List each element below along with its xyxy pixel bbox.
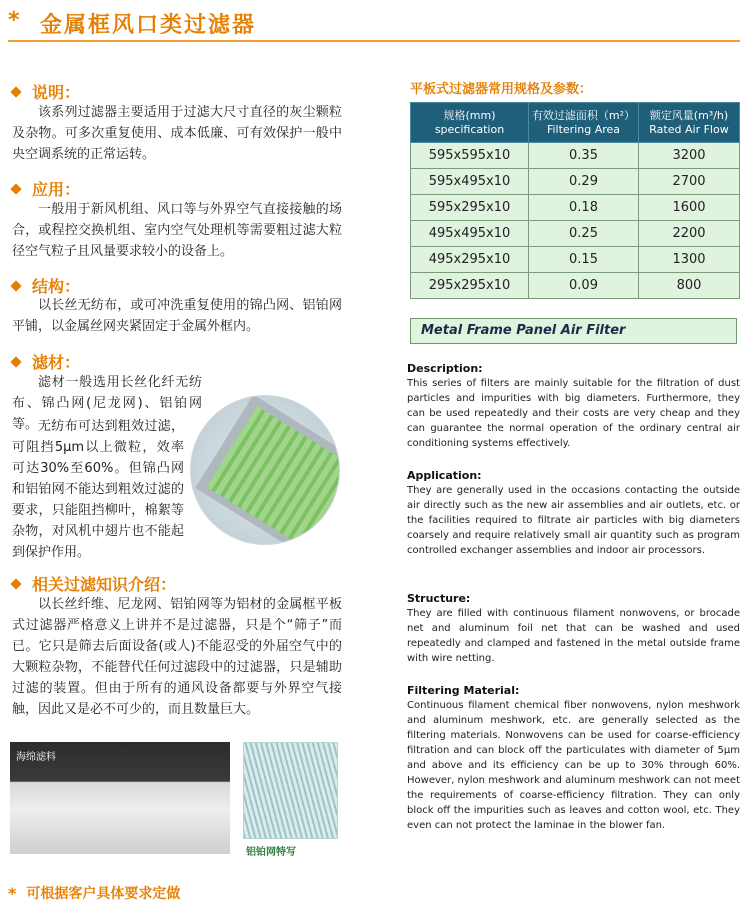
table-cell: 1600 bbox=[639, 195, 740, 221]
section-title: 相关过滤知识介绍： bbox=[32, 575, 177, 594]
section-structure-heading bbox=[12, 274, 80, 297]
table-cell: 595x495x10 bbox=[411, 169, 529, 195]
diamond-bullet-icon bbox=[10, 86, 21, 97]
footer-note bbox=[8, 883, 180, 903]
diamond-bullet-icon bbox=[10, 183, 21, 194]
section-intro-heading bbox=[12, 80, 80, 103]
header-divider bbox=[8, 40, 740, 42]
en-material-title: Filtering Material: bbox=[407, 684, 520, 697]
table-cell: 800 bbox=[639, 273, 740, 299]
footer-star-icon: * bbox=[8, 883, 17, 903]
table-cell: 495x295x10 bbox=[411, 247, 529, 273]
page-title: 金属框风口类过滤器 bbox=[40, 13, 257, 38]
en-material-text: Continuous filament chemical fiber nonwovens, nylon meshwork and aluminum meshwork, etc. are generally selected as the filtering materials. Nonwovens can be used for coarse-efficiency filtration and can block off the particulates with diameter of 5μm and above and its efficiency can be up to 30% through 60%. However, nylon meshwork and aluminum meshwork can not meet the requirements of coarse-efficiency filtration. They can only block off the impurities such as leaves and cotton wool, etc. They even can not protect the laminae in the blower fan. bbox=[407, 700, 740, 831]
table-cell: 295x295x10 bbox=[411, 273, 529, 299]
table-cell: 0.25 bbox=[529, 221, 639, 247]
metal-frame-filter-image bbox=[190, 395, 340, 545]
en-description-text: This series of filters are mainly suitable for the filtration of dust particles and impurities with big diameters. Furthermore, they can be used repeatedly and their costs are very cheap and they can guarantee the normal operation of the ordinary central air conditioning systems effectively. bbox=[407, 378, 740, 449]
page-header bbox=[0, 0, 751, 44]
column-header bbox=[411, 103, 529, 143]
diamond-bullet-icon bbox=[10, 280, 21, 291]
table-cell: 595x595x10 bbox=[411, 143, 529, 169]
en-application-title: Application: bbox=[407, 469, 482, 482]
foam-image-label: 海绵滤料 bbox=[16, 752, 56, 763]
section-application-text: 一般用于新风机组、风口等与外界空气直接接触的场合，或程控交换机组、室内空气处理机等需要粗过滤大粒径空气粒子且风量要求较小的设备上。 bbox=[12, 202, 342, 259]
en-structure-title: Structure: bbox=[407, 592, 471, 605]
table-row bbox=[411, 169, 740, 195]
section-title: 滤材： bbox=[32, 353, 81, 372]
section-knowledge-heading bbox=[12, 572, 176, 595]
table-row bbox=[411, 143, 740, 169]
spec-table bbox=[410, 102, 740, 299]
table-cell: 495x495x10 bbox=[411, 221, 529, 247]
table-row bbox=[411, 247, 740, 273]
column-header-zh: 额定风量(m³/h) bbox=[649, 108, 729, 122]
table-cell: 595x295x10 bbox=[411, 195, 529, 221]
diamond-bullet-icon bbox=[10, 356, 21, 367]
table-cell: 0.09 bbox=[529, 273, 639, 299]
table-row bbox=[411, 195, 740, 221]
en-structure-text: They are filled with continuous filament nonwovens, or brocade net and aluminum foil net that can be washed and used repeatedly and clamped and fastened in the metal outside frame with wire netting. bbox=[407, 608, 740, 664]
en-application-text: They are generally used in the occasions contacting the outside air directly such as the new air assemblies and air outlets, etc. or the facilities required to filtrate air particles with big diameters coarsely and require relatively small air quantity such as program controlled exchanger assemblies and indoor air processors. bbox=[407, 485, 740, 556]
table-header-row bbox=[411, 103, 740, 143]
section-application-heading bbox=[12, 177, 80, 200]
section-intro-text: 该系列过滤器主要适用于过滤大尺寸直径的灰尘颗粒及杂物。可多次重复使用、成本低廉、可有效保护一般中央空调系统的正常运转。 bbox=[12, 105, 342, 162]
footer-text: 可根据客户具体要求定做 bbox=[26, 886, 181, 902]
section-material-heading bbox=[12, 350, 80, 373]
table-cell: 3200 bbox=[639, 143, 740, 169]
aluminum-mesh-image bbox=[243, 742, 338, 839]
column-header-en: Filtering Area bbox=[546, 122, 621, 136]
table-cell: 0.18 bbox=[529, 195, 639, 221]
section-title: 说明： bbox=[32, 83, 81, 102]
section-structure-text: 以长丝无纺布，或可冲洗重复使用的锦凸网、铝铂网平铺，以金属丝网夹紧固定于金属外框内。 bbox=[12, 298, 342, 334]
table-row bbox=[411, 273, 740, 299]
aluminum-mesh-label: 铝铂网特写 bbox=[246, 847, 296, 858]
section-title: 结构： bbox=[32, 277, 81, 296]
header-star-icon: * bbox=[8, 8, 20, 33]
table-cell: 0.35 bbox=[529, 143, 639, 169]
section-material-text-2: 无纺布可达到粗效过滤，可阻挡5μm以上微粒，效率可达30%至60%。但锦凸网和铝铂网不能达到粗效过滤的要求，只能阻挡柳叶，棉絮等杂物，对风机中翅片也不能起到保护作用。 bbox=[12, 419, 184, 560]
table-cell: 1300 bbox=[639, 247, 740, 273]
table-cell: 2700 bbox=[639, 169, 740, 195]
english-title-banner: Metal Frame Panel Air Filter bbox=[410, 318, 737, 344]
foam-material-image bbox=[10, 742, 230, 854]
table-cell: 2200 bbox=[639, 221, 740, 247]
column-header-zh: 规格(mm) bbox=[443, 108, 496, 122]
column-header bbox=[639, 103, 740, 143]
spec-table-title: 平板式过滤器常用规格及参数： bbox=[410, 82, 593, 97]
table-cell: 0.29 bbox=[529, 169, 639, 195]
column-header-zh: 有效过滤面积（m²） bbox=[531, 108, 636, 122]
section-knowledge-text: 以长丝纤维、尼龙网、铝铂网等为铝材的金属框平板式过滤器严格意义上讲并不是过滤器，只是个“筛子”而已。它只是筛去后面设备(或人)不能忍受的外届空气中的大颗粒杂物，不能替代任何过滤段中的过滤器，只是辅助过滤的装置。但由于所有的通风设备都要与外界空气接触，因此又是必不可少的，而且数量巨大。 bbox=[12, 597, 342, 717]
en-description-title: Description: bbox=[407, 362, 483, 375]
column-header-en: Rated Air Flow bbox=[649, 122, 729, 136]
table-cell: 0.15 bbox=[529, 247, 639, 273]
diamond-bullet-icon bbox=[10, 578, 21, 589]
column-header-en: specification bbox=[434, 122, 505, 136]
column-header bbox=[529, 103, 639, 143]
section-material-text-1: 滤材一般选用长丝化纤无纺布、锦凸网(尼龙网)、铝铂网等。 bbox=[12, 375, 202, 432]
table-row bbox=[411, 221, 740, 247]
section-title: 应用： bbox=[32, 180, 81, 199]
